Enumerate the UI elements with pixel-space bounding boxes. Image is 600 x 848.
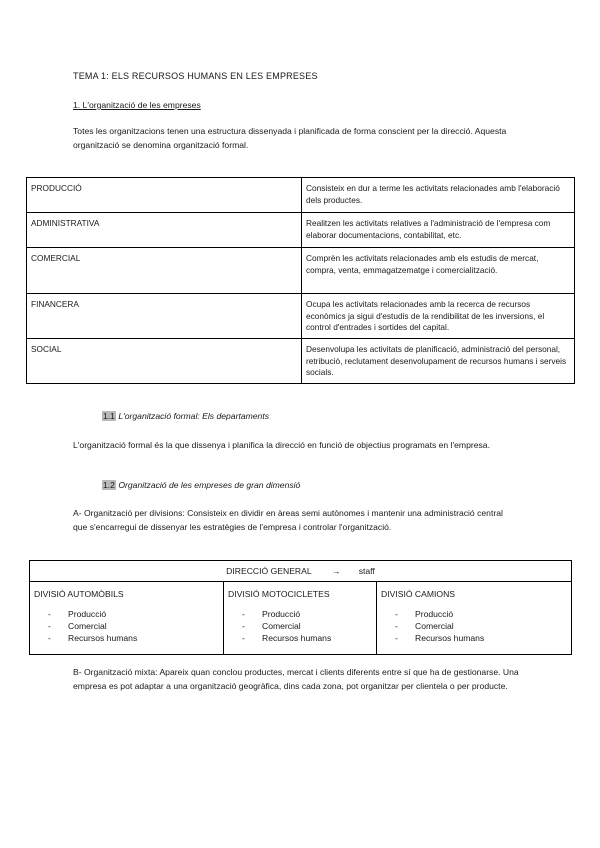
- formal-organization-paragraph: L'organització formal és la que dissenya i planifica la direcció en funció de objectius programats en l'empresa.: [73, 440, 490, 450]
- division-list: [381, 608, 567, 644]
- intro-paragraph: Totes les organitzacions tenen una estructura dissenyada i planificada de forma conscient per la direcció. Aquesta organització se denomina organització formal.: [73, 126, 507, 150]
- table-row: [27, 213, 575, 248]
- areas-table: [26, 177, 575, 384]
- division-column: [377, 582, 571, 655]
- division-column: [30, 582, 224, 655]
- division-name: DIVISIÓ CAMIONS: [381, 589, 456, 599]
- table-row: [27, 248, 575, 294]
- area-name: ADMINISTRATIVA: [27, 213, 302, 248]
- table-row: [27, 339, 575, 384]
- area-description: Ocupa les activitats relacionades amb la recerca de recursos econòmics ja sigui d'estudis de la rendibilitat de les inversions, el control d'entrades i sortides del capital.: [302, 294, 575, 339]
- list-item: - Comercial: [34, 620, 219, 632]
- subsection-heading: [102, 411, 269, 421]
- table-row: [27, 178, 575, 213]
- area-description: Realitzen les activitats relatives a l'administració de l'empresa com elaborar documentacions, contabilitat, etc.: [302, 213, 575, 248]
- arrow-right-icon: →: [331, 566, 341, 576]
- subsection-title: Organització de les empreses de gran dimensió: [118, 480, 301, 490]
- table-row: [27, 294, 575, 339]
- division-column: [224, 582, 377, 655]
- staff-label: staff: [358, 566, 375, 576]
- subsection-title: L'organització formal: Els departaments: [118, 411, 270, 421]
- org-chart: [29, 560, 572, 655]
- list-item: - Recursos humans: [381, 632, 567, 644]
- area-name: SOCIAL: [27, 339, 302, 384]
- subsection-heading: [102, 480, 300, 490]
- division-list: [34, 608, 219, 644]
- list-item: - Producció: [381, 608, 567, 620]
- division-name: DIVISIÓ MOTOCICLETES: [228, 589, 330, 599]
- area-description: Consisteix en dur a terme les activitats relacionades amb l'elaboració dels productes.: [302, 178, 575, 213]
- subsection-number: 1.1: [103, 411, 115, 421]
- mixed-organization-paragraph: B- Organització mixta: Apareix quan conclou productes, mercat i clients diferents entre sí que ha de gestionarse. Una empresa es pot adaptar a una organització geogràfica, dins cada zona, pot organitzar per clientela o per producte.: [73, 667, 519, 691]
- area-name: FINANCERA: [27, 294, 302, 339]
- section-heading: 1. L'organització de les empreses: [73, 100, 201, 110]
- list-item: - Comercial: [228, 620, 372, 632]
- general-direction-label: DIRECCIÓ GENERAL: [226, 566, 312, 576]
- division-name: DIVISIÓ AUTOMÒBILS: [34, 589, 124, 599]
- document-title: TEMA 1: ELS RECURSOS HUMANS EN LES EMPRESES: [73, 71, 318, 81]
- list-item: - Comercial: [381, 620, 567, 632]
- area-description: Desenvolupa les activitats de planificació, administració del personal, retribució, reclutament desenvolupament de recursos humans i serveis socials.: [302, 339, 575, 384]
- division-list: [228, 608, 372, 644]
- list-item: - Producció: [34, 608, 219, 620]
- divisions-paragraph: A- Organització per divisions: Consisteix en dividir en àreas semi autònomes i mantenir una administració central que s'encarregui de dissenyar les estratègies de l'empresa i controlar l'organització.: [73, 508, 503, 532]
- list-item: - Recursos humans: [228, 632, 372, 644]
- area-name: COMERCIAL: [27, 248, 302, 294]
- list-item: - Recursos humans: [34, 632, 219, 644]
- area-name: PRODUCCIÓ: [27, 178, 302, 213]
- subsection-number: 1.2: [103, 480, 115, 490]
- org-chart-header: [30, 561, 571, 582]
- list-item: - Producció: [228, 608, 372, 620]
- area-description: Comprèn les activitats relacionades amb els estudis de mercat, compra, venta, emmagatzematge i comercialització.: [302, 248, 575, 294]
